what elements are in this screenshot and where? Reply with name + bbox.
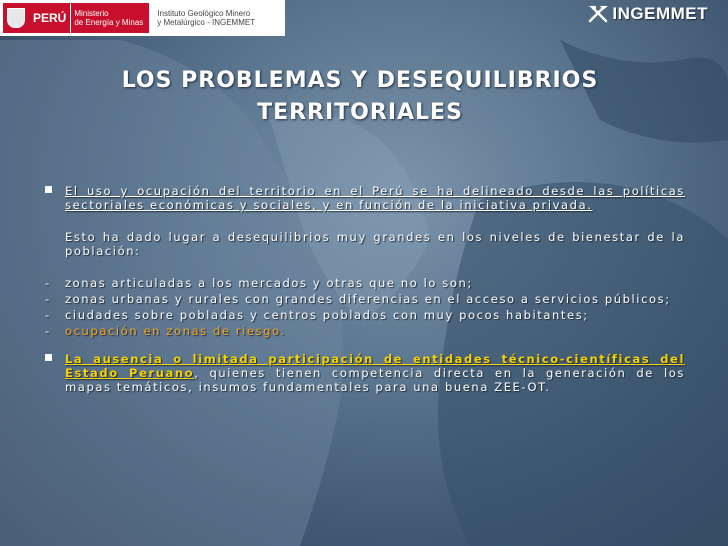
dash-marker: - [45, 276, 51, 290]
list-item [45, 292, 685, 306]
dash-marker: - [45, 324, 51, 338]
paragraph-3 [45, 352, 685, 394]
title-line2: TERRITORIALES [257, 100, 463, 125]
paragraph-1 [45, 184, 685, 212]
paragraph-2-text: Esto ha dado lugar a desequilibrios muy grandes en los niveles de bienestar de la población: [65, 230, 685, 258]
dash-marker: - [45, 308, 51, 322]
list-item [45, 276, 685, 290]
peru-label: PERÚ [29, 3, 70, 33]
paragraph-2 [45, 230, 685, 258]
list-item [45, 308, 685, 322]
header-logos [0, 0, 285, 36]
peru-logo [0, 0, 149, 36]
square-bullet-icon [45, 186, 52, 193]
peru-shield-icon [3, 3, 29, 33]
paragraph-3-rest: , quienes tienen competencia directa en la generación de los mapas temáticos, insumos fundamentales para una buena ZEE-OT. [65, 366, 685, 394]
list-item-risk [45, 324, 685, 338]
slide-content [45, 184, 685, 394]
square-bullet-icon [45, 354, 52, 361]
instituto-label [149, 9, 255, 27]
list-item-text: zonas articuladas a los mercados y otras que no lo son; [65, 276, 473, 290]
list-item-text: zonas urbanas y rurales con grandes diferencias en el acceso a servicios públicos; [65, 292, 671, 306]
ministerio-label [70, 3, 149, 33]
paragraph-3-highlight: La ausencia o limitada participación de entidades técnico-científicas del Estado Peruano [65, 352, 685, 380]
paragraph-1-text: El uso y ocupación del territorio en el Perú se ha delineado desde las políticas sectoriales económicas y sociales, y en función de la iniciativa privada. [65, 184, 685, 212]
pick-hammer-icon [587, 4, 609, 24]
list-item-text: ciudades sobre pobladas y centros poblados con muy pocos habitantes; [65, 308, 589, 322]
ministerio-line1: Ministerio [74, 9, 109, 18]
ingemmet-logo [587, 4, 708, 24]
slide-title [40, 65, 680, 129]
ingemmet-brand: INGEMMET [612, 4, 708, 23]
instituto-line2: y Metalúrgico - INGEMMET [157, 18, 256, 27]
dash-marker: - [45, 292, 51, 306]
ministerio-line2: de Energía y Minas [74, 18, 144, 27]
instituto-line1: Instituto Geológico Minero [157, 9, 251, 18]
title-line1: LOS PROBLEMAS Y DESEQUILIBRIOS [121, 68, 599, 93]
list-item-text: ocupación en zonas de riesgo. [65, 324, 286, 338]
